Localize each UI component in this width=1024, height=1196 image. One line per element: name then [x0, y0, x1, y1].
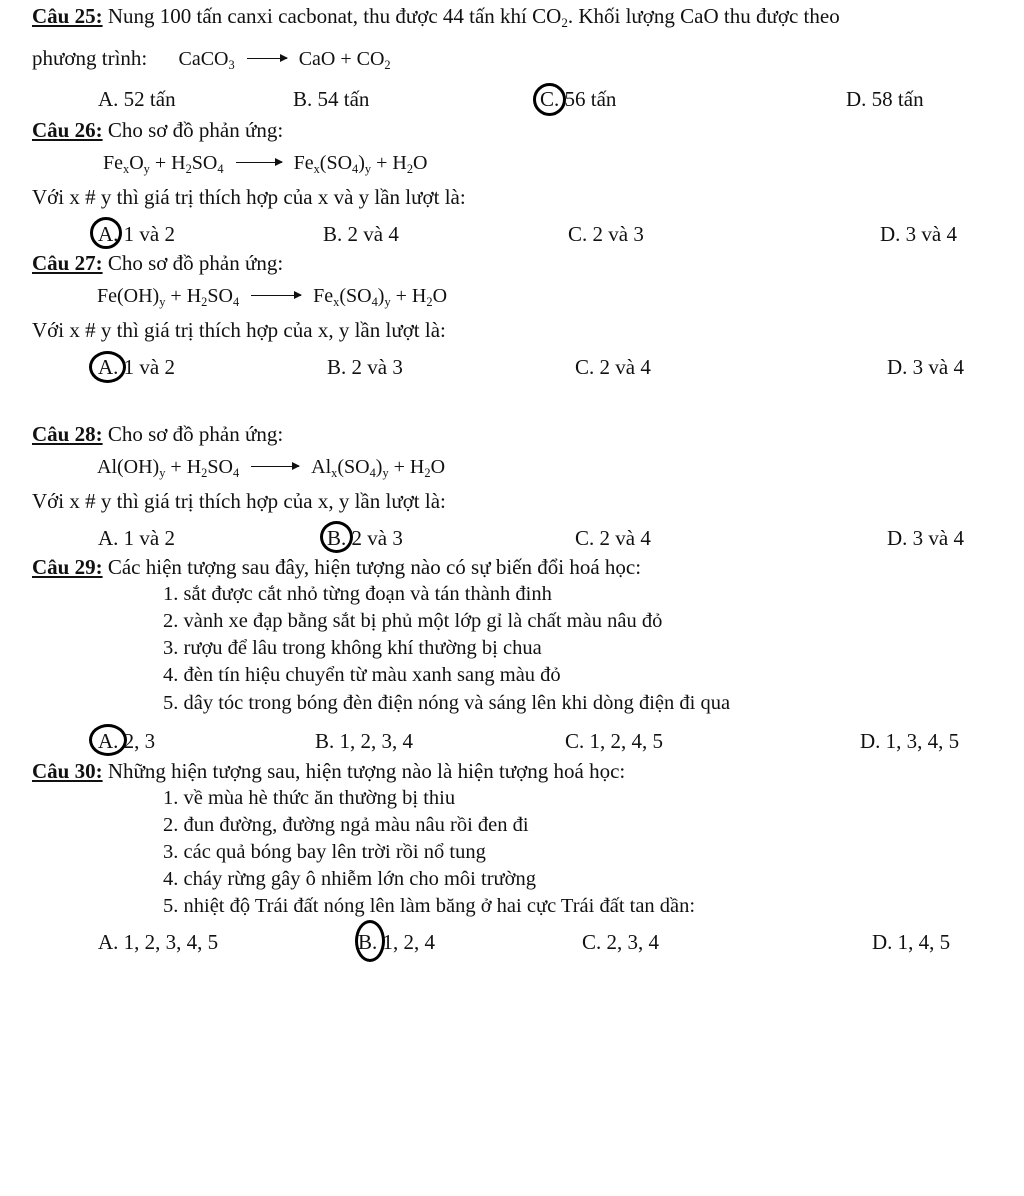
option-a[interactable]: A. 52 tấn — [98, 87, 176, 111]
option-a[interactable]: A. 1 và 2 — [98, 355, 175, 379]
option-c[interactable]: C. 56 tấn — [540, 87, 617, 111]
option-b[interactable]: B. 1, 2, 3, 4 — [315, 729, 414, 753]
list-item: 3. rượu để lâu trong không khí thường bị chua — [163, 637, 542, 659]
option-c[interactable]: C. 2 và 4 — [575, 355, 651, 379]
reaction-equation: $Fe_xO_y + H_2SO_4$ $Fe_x(SO_4)_y + H_2O$ — [103, 152, 428, 176]
option-d[interactable]: D. 1, 3, 4, 5 — [860, 729, 960, 753]
question-number: Câu 25: — [32, 4, 103, 28]
option-d[interactable]: D. 3 và 4 — [887, 526, 964, 550]
option-b[interactable]: B. 54 tấn — [293, 87, 370, 111]
list-item: 2. đun đường, đường ngả màu nâu rồi đen đi — [163, 814, 529, 836]
question-27-stem: Câu 27: Cho sơ đồ phản ứng: — [32, 251, 284, 275]
question-number: Câu 29: — [32, 555, 103, 579]
option-c[interactable]: C. 1, 2, 4, 5 — [565, 729, 664, 753]
list-item: 2. vành xe đạp bằng sắt bị phủ một lớp gỉ là chất màu nâu đỏ — [163, 610, 663, 632]
option-d[interactable]: D. 58 tấn — [846, 87, 924, 111]
list-item: 4. đèn tín hiệu chuyển từ màu xanh sang màu đỏ — [163, 664, 561, 686]
option-c[interactable]: C. 2 và 3 — [568, 222, 644, 246]
option-b[interactable]: B. 2 và 4 — [323, 222, 399, 246]
question-number: Câu 30: — [32, 759, 103, 783]
option-c[interactable]: C. 2 và 4 — [575, 526, 651, 550]
question-number: Câu 26: — [32, 118, 103, 142]
list-item: 3. các quả bóng bay lên trời rồi nổ tung — [163, 841, 486, 863]
list-item: 4. cháy rừng gây ô nhiễm lớn cho môi trường — [163, 868, 536, 890]
reaction-arrow-icon — [236, 162, 282, 163]
option-a[interactable]: A. 1 và 2 — [98, 222, 175, 246]
question-29-stem: Câu 29: Các hiện tượng sau đây, hiện tượng nào có sự biến đổi hoá học: — [32, 555, 642, 579]
reaction-arrow-icon — [251, 295, 301, 296]
option-b[interactable]: B. 1, 2, 4 — [358, 930, 436, 954]
reaction-equation: $Fe(OH)_y + H_2SO_4$ $Fe_x(SO_4)_y + H_2O$ — [97, 285, 448, 309]
question-26-stem: Câu 26: Cho sơ đồ phản ứng: — [32, 118, 284, 142]
reaction-arrow-icon — [251, 466, 299, 467]
question-28-stem: Câu 28: Cho sơ đồ phản ứng: — [32, 422, 284, 446]
option-a[interactable]: A. 1 và 2 — [98, 526, 175, 550]
list-item: 5. dây tóc trong bóng đèn điện nóng và sáng lên khi dòng điện đi qua — [163, 692, 731, 714]
option-b[interactable]: B. 2 và 3 — [327, 526, 403, 550]
option-b[interactable]: B. 2 và 3 — [327, 355, 403, 379]
list-item: 1. về mùa hè thức ăn thường bị thiu — [163, 787, 456, 809]
question-25-stem: Câu 25: Nung 100 tấn canxi cacbonat, thu được 44 tấn khí $CO_2$. Khối lượng CaO thu được theo — [32, 4, 840, 31]
option-d[interactable]: D. 1, 4, 5 — [872, 930, 951, 954]
question-number: Câu 28: — [32, 422, 103, 446]
option-d[interactable]: D. 3 và 4 — [887, 355, 964, 379]
question-number: Câu 27: — [32, 251, 103, 275]
option-d[interactable]: D. 3 và 4 — [880, 222, 957, 246]
list-item: 1. sắt được cắt nhỏ từng đoạn và tán thành đinh — [163, 583, 552, 605]
question-25-equation-line: phương trình: CaCO$_3$ CaO + $CO_2$ — [32, 46, 391, 72]
question-condition: Với x # y thì giá trị thích hợp của x và y lần lượt là: — [32, 185, 466, 209]
option-a[interactable]: A. 1, 2, 3, 4, 5 — [98, 930, 219, 954]
reaction-equation: CaCO$_3$ CaO + $CO_2$ — [178, 48, 391, 72]
question-30-stem: Câu 30: Những hiện tượng sau, hiện tượng nào là hiện tượng hoá học: — [32, 759, 626, 783]
option-a[interactable]: A. 2, 3 — [98, 729, 156, 753]
question-condition: Với x # y thì giá trị thích hợp của x, y lần lượt là: — [32, 318, 446, 342]
reaction-equation: $Al(OH)_y + H_2SO_4$ $Al_x(SO_4)_y + H_2O$ — [97, 456, 446, 480]
reaction-arrow-icon — [247, 58, 287, 59]
question-condition: Với x # y thì giá trị thích hợp của x, y lần lượt là: — [32, 489, 446, 513]
list-item: 5. nhiệt độ Trái đất nóng lên làm băng ở hai cực Trái đất tan dần: — [163, 895, 696, 917]
option-c[interactable]: C. 2, 3, 4 — [582, 930, 660, 954]
